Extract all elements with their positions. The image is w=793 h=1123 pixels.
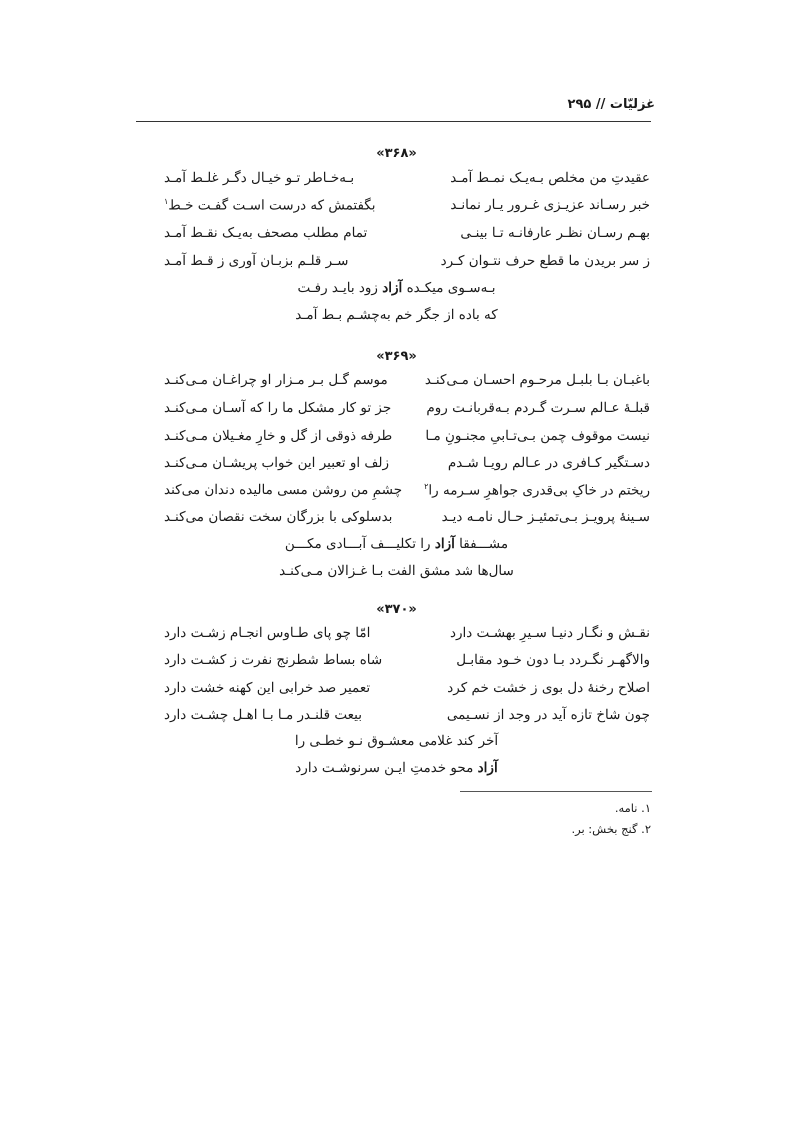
running-header: غزلیّات // ۲۹۵ [567, 97, 655, 112]
final-text: محو خدمتِ ایـن سرنوشـت دارد [295, 760, 474, 776]
footnote-marker: ۲ [424, 482, 429, 491]
poet-name: آزاد [434, 536, 455, 552]
second-hemistich: بدسلوکی با بزرگان سخت نقصان می‌کنـد [164, 509, 393, 525]
first-hemistich: اصلاح رخنهٔ دل بوی ز خشت خم کرد [447, 680, 650, 696]
second-hemistich: بـه‌خـاطر تـو خیـال دگـر غلـط آمـد [164, 170, 355, 186]
second-hemistich: بگفتمش که درست اسـت گفـت خـط [168, 197, 376, 214]
second-hemistich: شاه بساط شطرنج نفرت ز کشـت دارد [164, 652, 383, 668]
couplet [150, 625, 650, 649]
couplet [150, 400, 650, 424]
first-hemistich: ریختم در خاکِ بی‌قدری جواهرِ سـرمه را [428, 482, 650, 499]
second-hemistich: جز تو کار مشکل ما را که آسـان مـی‌کنـد [164, 400, 392, 416]
second-hemistich: زلف او تعبیر این خواب پریشـان مـی‌کنـد [164, 455, 390, 471]
first-hemistich: خبر رسـاند عزیـزی غـرور یـار نمانـد [450, 197, 650, 213]
poem-number: «۳۶۹» [376, 349, 417, 364]
final-couplet-line1 [0, 536, 793, 552]
first-hemistich: چون شاخ تازه آید در وجد از نسـیمی [446, 707, 650, 723]
first-hemistich: ز سر بریدن ما قطع حرف نتـوان کـرد [440, 253, 650, 269]
footnote: ۱. نامه. [614, 801, 651, 815]
footnote-rule [460, 791, 652, 792]
first-hemistich: نیست موقوف چمن بـی‌تـابیِ مجنـونِ مـا [425, 428, 650, 444]
final-couplet-line1 [0, 280, 793, 296]
second-hemistich: تعمیر صد خرابی این کهنه خشت دارد [164, 680, 371, 696]
poem-number: «۳۷۰» [376, 602, 417, 617]
couplet [150, 428, 650, 452]
final-text: زود بایـد رفـت [297, 280, 378, 296]
couplet [150, 509, 650, 533]
second-hemistich: موسم گـل بـر مـزار او چراغـان مـی‌کنـد [164, 372, 388, 388]
poet-name: آزاد [382, 280, 403, 296]
couplet [150, 197, 650, 221]
first-hemistich: عقیدتِ من مخلص بـه‌یـک نمـط آمـد [450, 170, 650, 186]
second-hemistich: سـر قلـم بزبـان آوری ز قـط آمـد [164, 253, 349, 269]
first-hemistich: نقـش و نگـار دنیـا سـیرِ بهشـت دارد [449, 625, 650, 641]
second-hemistich: طرفه ذوقی از گل و خارِ مغـیلان مـی‌کنـد [164, 428, 393, 444]
first-hemistich: سـینهٔ پرویـز بـی‌تمئیـز حـال نامـه دیـد [441, 509, 650, 525]
second-hemistich: چشمِ من روشن مسی مالیده دندان می‌کند [164, 482, 403, 498]
poem-number: «۳۶۸» [376, 146, 417, 161]
final-text: بـه‌سـوی میکـده [406, 280, 496, 296]
couplet [150, 652, 650, 676]
first-hemistich-with-note [424, 482, 650, 499]
first-hemistich: بهـم رسـان نظـر عارفانـه تـا بینـی [460, 225, 650, 241]
second-hemistich-with-note [164, 197, 376, 214]
final-couplet-line2 [0, 760, 793, 776]
first-hemistich: دسـتگیر کـافری در عـالم رویـا شـدم [447, 455, 650, 471]
final-couplet-line1: آخر کند غلامی معشـوق نـو خطـی را [294, 733, 499, 749]
first-hemistich: باغبـان بـا بلبـل مرحـوم احسـان مـی‌کنـد [424, 372, 650, 388]
final-couplet-line2: سال‌ها شد مشق الفت بـا غـزالان مـی‌کنـد [279, 563, 514, 579]
final-couplet-line2: که باده از جگر خم به‌چشـم بـط آمـد [295, 307, 498, 323]
second-hemistich: امّا چو پای طـاوس انجـام زشـت دارد [164, 625, 371, 641]
first-hemistich: قبلـهٔ عـالم سـرت گـردم بـه‌قربانـت روم [426, 400, 650, 416]
couplet [150, 707, 650, 731]
second-hemistich: تمام مطلب مصحف به‌یـک نقـط آمـد [164, 225, 368, 241]
couplet [150, 170, 650, 194]
poet-name: آزاد [477, 760, 498, 776]
couplet [150, 253, 650, 277]
second-hemistich: بیعت قلنـدر مـا بـا اهـل چشـت دارد [164, 707, 362, 723]
header-rule [136, 121, 651, 122]
first-hemistich: والاگهـر نگـردد بـا دون خـود مقابـل [456, 652, 650, 668]
footnote: ۲. گنج بخش: بر. [571, 822, 651, 836]
couplet [150, 372, 650, 396]
couplet [150, 225, 650, 249]
footnote-marker: ۱ [164, 197, 169, 206]
final-text: مشـــفقا [459, 536, 509, 552]
final-text: را تکلیـــف آبـــادی مکـــن [284, 536, 431, 552]
couplet [150, 680, 650, 704]
couplet [150, 455, 650, 479]
couplet [150, 482, 650, 506]
